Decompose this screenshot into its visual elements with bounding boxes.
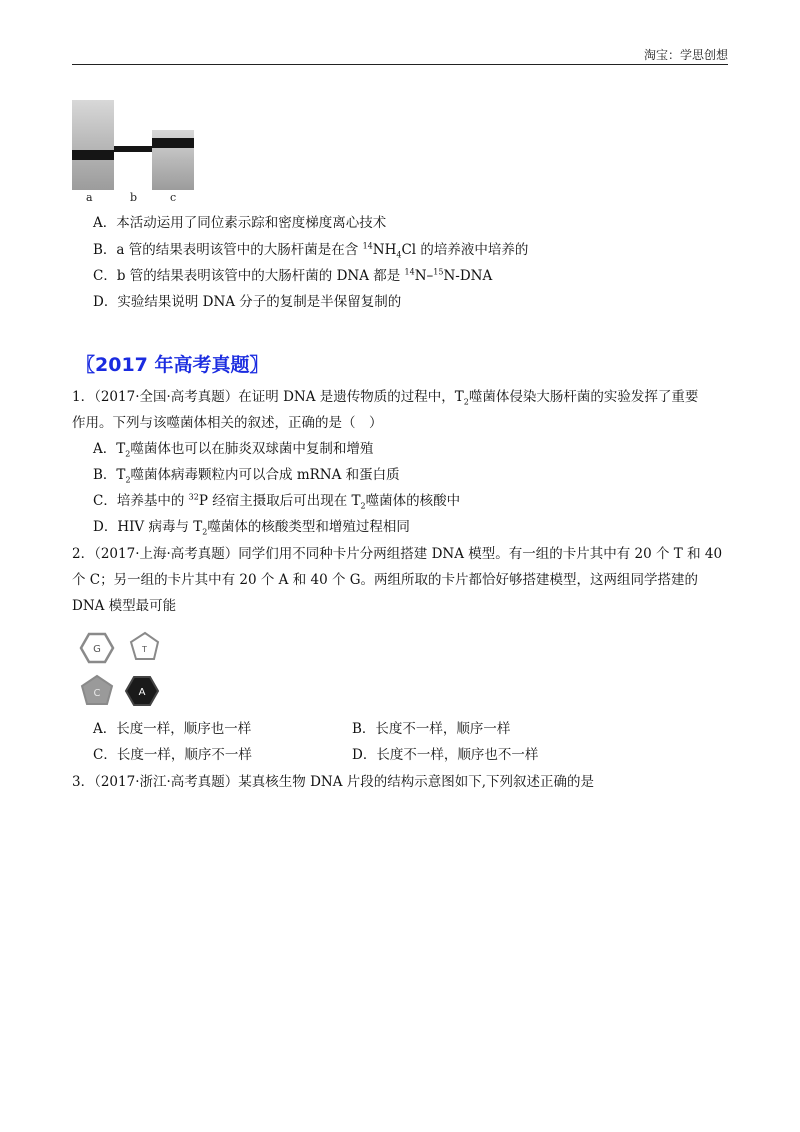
- option-b: B．a 管的结果表明该管中的大肠杆菌是在含 $^{14}NH_4Cl$ 的培养液中培养的: [93, 241, 529, 260]
- header-text: 淘宝：学思创想: [643, 48, 728, 62]
- option-a: A．本活动运用了同位素示踪和密度梯度离心技术: [93, 215, 387, 231]
- q1-option-b: B．$T_2$噬菌体病毒颗粒内可以合成 mRNA 和蛋白质: [93, 467, 400, 485]
- q2-option-c: C．长度一样，顺序不一样: [93, 747, 252, 763]
- q2-option-a: A．长度一样，顺序也一样: [93, 721, 252, 737]
- card-label-g: G: [93, 644, 101, 655]
- band-b: [114, 146, 152, 152]
- q2-option-b: B．长度不一样，顺序一样: [352, 721, 511, 737]
- band-c: [152, 138, 194, 148]
- q1-stem-line1: 1．（2017·全国·高考真题）在证明 DNA 是遗传物质的过程中，$T_2$噬菌体侵染大肠杆菌的实验发挥了重要: [72, 389, 699, 407]
- gel-label-c: c: [170, 191, 177, 204]
- q2-stem-line2: 个 C；另一组的卡片其中有 20 个 A 和 40 个 G。两组所取的卡片都恰好够搭建模型，这两组同学搭建的: [72, 572, 699, 588]
- tube-b: [114, 100, 152, 190]
- q3-stem-line1: 3．（2017·浙江·高考真题）某真核生物 DNA 片段的结构示意图如下,下列叙述正确的是: [72, 774, 595, 790]
- q2-stem-line3: DNA 模型最可能: [72, 598, 177, 614]
- q1-option-d: D．HIV 病毒与 $T_2$噬菌体的核酸类型和增殖过程相同: [93, 519, 410, 537]
- q1-stem-line2: 作用。下列与该噬菌体相关的叙述，正确的是（ ）: [72, 415, 383, 431]
- dna-cards-figure: [76, 630, 166, 710]
- card-label-t: T: [142, 645, 147, 654]
- q2-option-d: D．长度不一样，顺序也不一样: [352, 747, 539, 763]
- tube-a: [72, 100, 114, 190]
- band-a: [72, 150, 114, 160]
- header-rule: [72, 64, 728, 65]
- gel-label-a: a: [86, 191, 93, 204]
- q1-option-c: C．培养基中的 $^{32}$P 经宿主摄取后可出现在 $T_2$噬菌体的核酸中: [93, 492, 461, 511]
- gel-tubes-figure: [72, 100, 194, 204]
- q2-stem-line1: 2．（2017·上海·高考真题）同学们用不同种卡片分两组搭建 DNA 模型。有一组的卡片其中有 20 个 T 和 40: [72, 546, 723, 562]
- section-title: 〖2017 年高考真题〗: [76, 354, 269, 376]
- option-d: D．实验结果说明 DNA 分子的复制是半保留复制的: [93, 294, 402, 310]
- gel-label-b: b: [130, 191, 138, 204]
- card-label-a: A: [138, 687, 146, 698]
- q1-option-a: A．$T_2$噬菌体也可以在肺炎双球菌中复制和增殖: [93, 441, 374, 459]
- option-c: C．b 管的结果表明该管中的大肠杆菌的 DNA 都是 $^{14}$N–$^{15}$N-DNA: [93, 267, 493, 284]
- card-label-c: C: [93, 688, 101, 699]
